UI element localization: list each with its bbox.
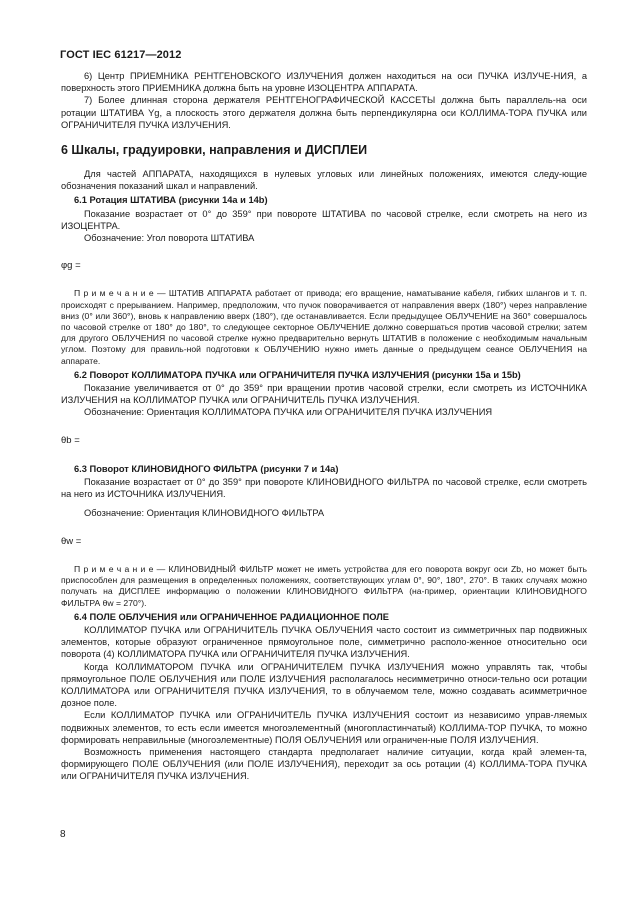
document-body [61,70,587,783]
page-number: 8 [60,829,66,840]
formula-wedge-orientation: θw = [61,535,82,547]
paragraph-6-4-b: Когда КОЛЛИМАТОРОМ ПУЧКА или ОГРАНИЧИТЕЛЕМ ПУЧКА ИЗЛУЧЕНИЯ можно управлять так, чтобы прямоугольное ПОЛЕ ОБЛУЧЕНИЯ или ПОЛЕ ИЗЛУЧЕНИЯ располагалось несимметрично относи-тельно оси ротации КОЛЛИМАТОРА или ОГРАНИЧИТЕЛЯ ПУЧКА ИЗЛУЧЕНИЯ, то в облучаемом теле, можно создавать асимметричное дозное поле. [61,661,587,709]
note-6-1: П р и м е ч а н и е — ШТАТИВ АППАРАТА работает от привода; его вращение, наматывание кабеля, гибких шлангов и т. п. происходят с прерыванием. Например, предположим, что пучок поворачивается от направления вверх (180°) через направление вниз (0° или 360°), вновь к направлению вверх (180°), где останавливается. Если предыдущее ОБЛУЧЕНИЕ на 360° совершалось по часовой стрелке от 180° до 180°, то следующее секторное ОБЛУЧЕНИЕ должно совершаться против часовой стрелки; затем для другого ОБЛУЧЕНИЯ по часовой стрелке нужно предварительно вернуть ШТАТИВ в положение с необходимым начальным углом. Поэтому для правиль-ной подготовки к ОБЛУЧЕНИЮ нужно иметь данные о предыдущем сеансе ОБЛУЧЕНИЯ на аппарате. [61,288,587,366]
paragraph-6-1-reading: Показание возрастает от 0° до 359° при повороте ШТАТИВА по часовой стрелке, если смотреть на него из ИЗОЦЕНТРА. [61,208,587,231]
list-item-6: 6) Центр ПРИЕМНИКА РЕНТГЕНОВСКОГО ИЗЛУЧЕНИЯ должен находиться на оси ПУЧКА ИЗЛУЧЕ-НИЯ, а поверхность этого ПРИЕМНИКА должна быть на уровне ИЗОЦЕНТРА АППАРАТА. [61,71,587,94]
note-6-3: П р и м е ч а н и е — КЛИНОВИДНЫЙ ФИЛЬТР может не иметь устройства для его поворота вокруг оси Zb, но может быть приспособлен для размещения в определенных положениях, соответствующих углам 0°, 90°, 180°, 270°. В таких случаях можно получать на ДИСПЛЕЕ информацию о положении КЛИНОВИДНОГО ФИЛЬТРА (на-пример, ориентации КЛИНОВИДНОГО ФИЛЬТРА θw = 270°). [61,563,587,608]
formula-gantry-angle: φg = [61,260,81,272]
subsection-6-4-title: 6.4 ПОЛЕ ОБЛУЧЕНИЯ или ОГРАНИЧЕННОЕ РАДИАЦИОННОЕ ПОЛЕ [74,611,389,622]
formula-collimator-orientation: θb = [61,434,80,446]
paragraph-6-3-designation: Обозначение: Ориентация КЛИНОВИДНОГО ФИЛЬТРА [84,508,325,519]
paragraph-6-4-a: КОЛЛИМАТОР ПУЧКА или ОГРАНИЧИТЕЛЬ ПУЧКА ОБЛУЧЕНИЯ часто состоит из симметричных пар подвижных элементов, которые образуют ограниченное прямоугольное поле, симметрично располо-женное относительно оси поворота (4) КОЛЛИМАТОРА ПУЧКА или ОГРАНИЧИТЕЛЯ ПУЧКА ИЗЛУЧЕНИЯ. [61,624,587,660]
subsection-6-2-title: 6.2 Поворот КОЛЛИМАТОРА ПУЧКА или ОГРАНИЧИТЕЛЯ ПУЧКА ИЗЛУЧЕНИЯ (рисунки 15a и 15b) [74,369,521,380]
subsection-6-1-title: 6.1 Ротация ШТАТИВА (рисунки 14а и 14b) [74,195,268,206]
section-6-title: 6 Шкалы, градуировки, направления и ДИСПЛЕИ [61,143,368,158]
subsection-6-3-title: 6.3 Поворот КЛИНОВИДНОГО ФИЛЬТРА (рисунки 7 и 14a) [74,463,339,474]
paragraph-6-4-d: Возможность применения настоящего стандарта предполагает наличие ситуации, когда край элемен-та, формирующего ПОЛЕ ОБЛУЧЕНИЯ (или ПОЛЕ ИЗЛУЧЕНИЯ), переходит за ось ротации (4) КОЛЛИМА-ТОРА ПУЧКА или ОГРАНИЧИТЕЛЯ ПУЧКА ИЗЛУЧЕНИЯ. [61,746,587,782]
paragraph-6-1-designation: Обозначение: Угол поворота ШТАТИВА [84,233,255,244]
section-6-intro: Для частей АППАРАТА, находящихся в нулевых угловых или линейных положениях, имеются следу-ющие обозначения показаний шкал и направлений. [61,169,587,192]
list-item-7: 7) Более длинная сторона держателя РЕНТГЕНОГРАФИЧЕСКОЙ КАССЕТЫ должна быть параллель-на оси ротации ШТАТИВА Yg, а плоскость этого держателя должна быть перпендикулярна оси КОЛЛИМА-ТОРА ПУЧКА или ОГРАНИЧИТЕЛЯ ПУЧКА ИЗЛУЧЕНИЯ. [61,95,587,130]
document-header: ГОСТ IEC 61217—2012 [60,49,182,61]
paragraph-6-2-designation: Обозначение: Ориентация КОЛЛИМАТОРА ПУЧКА или ОГРАНИЧИТЕЛЯ ПУЧКА ИЗЛУЧЕНИЯ [84,407,493,418]
paragraph-6-4-c: Если КОЛЛИМАТОР ПУЧКА или ОГРАНИЧИТЕЛЬ ПУЧКА ИЗЛУЧЕНИЯ состоит из независимо управ-ляемых подвижных элементов, то есть если имеется многоэлементный (многопластинчатый) КОЛЛИМА-ТОР ПУЧКА, то можно формировать неправильные (многоэлементные) ПОЛЯ ОБЛУЧЕНИЯ или ограничен-ные ПОЛЯ ИЗЛУЧЕНИЯ. [61,710,587,745]
paragraph-6-3-reading: Показание возрастает от 0° до 359° при повороте КЛИНОВИДНОГО ФИЛЬТРА по часовой стрелке, если смотреть на него из ИСТОЧНИКА ИЗЛУЧЕНИЯ. [61,477,587,500]
paragraph-6-2-reading: Показание увеличивается от 0° до 359° при вращении против часовой стрелки, если смотреть из ИСТОЧНИКА ИЗЛУЧЕНИЯ на КОЛЛИМАТОР ПУЧКА или ОГРАНИЧИТЕЛЬ ПУЧКА ИЗЛУЧЕНИЯ. [61,383,587,406]
